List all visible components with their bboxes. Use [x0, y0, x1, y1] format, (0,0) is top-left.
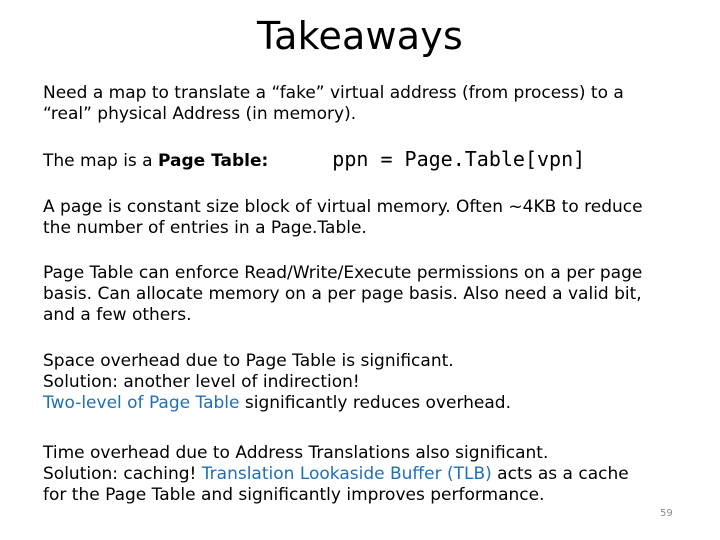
- paragraph-permissions-line-3: and a few others.: [43, 305, 192, 325]
- paragraph-space-overhead-line-3: [43, 393, 683, 414]
- paragraph-space-overhead-line-2: Solution: another level of indirection!: [43, 372, 360, 392]
- paragraph-map: [43, 83, 683, 125]
- tlb-rest: acts as a cache: [491, 464, 629, 484]
- paragraph-map-line-2: “real” physical Address (in memory).: [43, 104, 357, 124]
- paragraph-time-overhead-line-2: [43, 464, 683, 485]
- page-table-lead: The map is a: [43, 151, 158, 171]
- page-table-term: Page Table:: [158, 151, 269, 171]
- paragraph-time-overhead-line-3: for the Page Table and significantly improves performance.: [43, 485, 545, 505]
- page-number: 59: [660, 508, 673, 519]
- paragraph-page-size-line-1: A page is constant size block of virtual memory. Often ~4KB to reduce: [43, 197, 643, 217]
- paragraph-page-size: [43, 197, 683, 239]
- slide-title: Takeaways: [257, 14, 463, 58]
- paragraph-time-overhead-line-1: Time overhead due to Address Translations also significant.: [43, 443, 549, 463]
- two-level-page-table-highlight: Two-level of Page Table: [43, 393, 240, 413]
- page-table-code: ppn = Page.Table[vpn]: [332, 147, 586, 171]
- paragraph-page-table: [43, 147, 683, 173]
- two-level-page-table-rest: significantly reduces overhead.: [239, 393, 512, 413]
- tlb-lead: Solution: caching!: [43, 464, 202, 484]
- paragraph-map-line-1: Need a map to translate a “fake” virtual address (from process) to a: [43, 83, 624, 103]
- paragraph-permissions: [43, 263, 683, 326]
- paragraph-space-overhead-line-1: Space overhead due to Page Table is significant.: [43, 351, 454, 371]
- paragraph-time-overhead: [43, 443, 683, 506]
- paragraph-permissions-line-2: basis. Can allocate memory on a per page basis. Also need a valid bit,: [43, 284, 642, 304]
- paragraph-page-size-line-2: the number of entries in a Page.Table.: [43, 218, 367, 238]
- tlb-highlight: Translation Lookaside Buffer (TLB): [201, 464, 492, 484]
- paragraph-space-overhead: [43, 351, 683, 414]
- paragraph-permissions-line-1: Page Table can enforce Read/Write/Execute permissions on a per page: [43, 263, 643, 283]
